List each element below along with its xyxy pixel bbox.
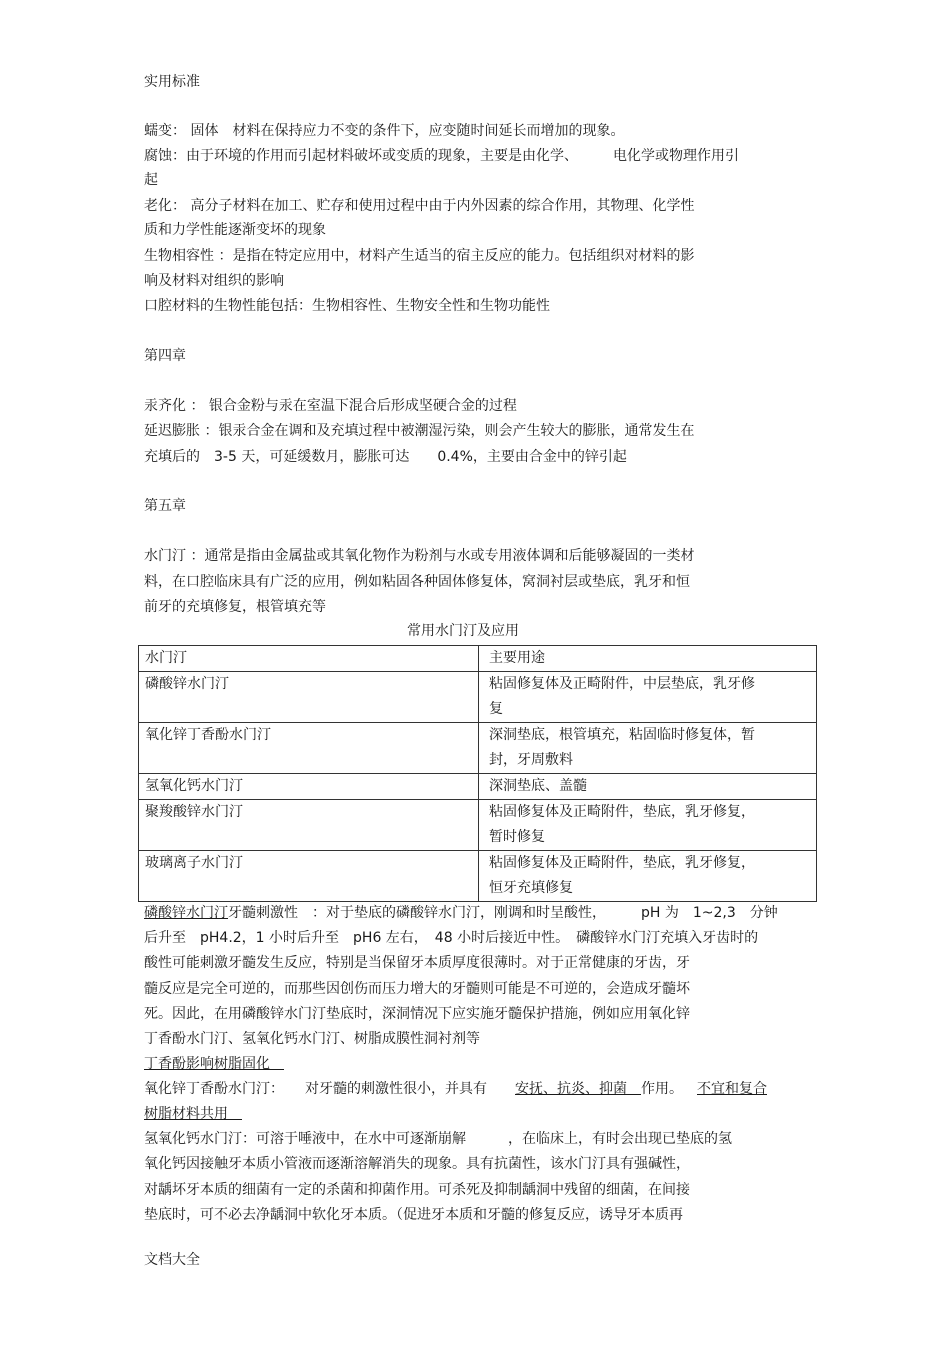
zinc-phosphate-line4: 髓反应是完全可逆的，而那些因创伤而压力增大的牙髓则可能是不可逆的，会造成牙髓坏 [144, 981, 690, 997]
aging-definition-line1: 老化： 高分子材料在加工、贮存和使用过程中由于内外因素的综合作用，其物理、化学性 [144, 198, 695, 214]
zoe-text: 氧化锌丁香酚水门汀： 对牙髓的刺激性很小，并具有 [144, 1081, 515, 1097]
table-cell-name: 氢氧化钙水门汀 [139, 774, 479, 800]
caoh-line3: 对龋坏牙本质的细菌有一定的杀菌和抑菌作用。可杀死及抑制龋洞中残留的细菌，在间接 [144, 1182, 690, 1198]
table-cell-use [479, 723, 817, 774]
table-row [139, 851, 817, 902]
zinc-phosphate-line2: 后升至 pH4.2，1 小时后升至 pH6 左右， 48 小时后接近中性。 磷酸锌水门汀充填入牙齿时的 [144, 930, 759, 946]
caoh-line2: 氧化钙因接触牙本质小管液而逐渐溶解消失的现象。具有抗菌性，该水门汀具有强碱性， [144, 1156, 690, 1172]
table-cell-use [479, 851, 817, 902]
zinc-phosphate-line5: 死。因此，在用磷酸锌水门汀垫底时，深洞情况下应实施牙髓保护措施，例如应用氧化锌 [144, 1006, 690, 1022]
oral-material-bio-properties: 口腔材料的生物性能包括：生物相容性、生物安全性和生物功能性 [144, 298, 550, 314]
table-header-cell: 水门汀 [139, 646, 479, 672]
zoe-warning: 不宜和复合 [697, 1081, 767, 1097]
caoh-line1: 氢氧化钙水门汀：可溶于唾液中，在水中可逐渐崩解 ，在临床上，有时会出现已垫底的氢 [144, 1131, 732, 1147]
use-line: 粘固修复体及正畸附件，垫底，乳牙修复， [489, 804, 755, 820]
table-row [139, 800, 817, 851]
zinc-phosphate-line1 [144, 904, 778, 922]
table-cell-name: 聚羧酸锌水门汀 [139, 800, 479, 851]
use-line: 封，牙周敷料 [489, 752, 573, 768]
table-row [139, 774, 817, 800]
eugenol-note: 丁香酚影响树脂固化 [144, 1056, 284, 1072]
page-footer: 文档大全 [144, 1252, 200, 1268]
amalgamation-definition: 汞齐化 ： 银合金粉与汞在室温下混合后形成坚硬合金的过程 [144, 398, 517, 414]
zoe-text: 作用。 [641, 1081, 683, 1097]
table-cell-name: 玻璃离子水门汀 [139, 851, 479, 902]
page-header: 实用标准 [144, 74, 200, 90]
chapter5-title: 第五章 [144, 498, 186, 514]
table-caption: 常用水门汀及应用 [407, 623, 519, 639]
zinc-phosphate-line3: 酸性可能刺激牙髓发生反应，特别是当保留牙本质厚度很薄时。对于正常健康的牙齿，牙 [144, 955, 690, 971]
use-line: 粘固修复体及正畸附件，垫底，乳牙修复， [489, 855, 755, 871]
use-line: 深洞垫底、盖髓 [489, 778, 587, 794]
table-header-row [139, 646, 817, 672]
delayed-expansion-line2: 充填后的 3-5 天，可延缓数月，膨胀可达 0.4%，主要由合金中的锌引起 [144, 449, 627, 465]
zoe-line1 [144, 1080, 767, 1098]
zoe-line2: 树脂材料共用 [144, 1106, 242, 1122]
zinc-phosphate-line6: 丁香酚水门汀、氢氧化钙水门汀、树脂成膜性洞衬剂等 [144, 1031, 480, 1047]
corrosion-definition-line1: 腐蚀：由于环境的作用而引起材料破坏或变质的现象，主要是由化学、 电化学或物理作用引 [144, 148, 739, 164]
corrosion-definition-line2: 起 [144, 172, 158, 188]
cement-definition-line1: 水门汀 ：通常是指由金属盐或其氧化物作为粉剂与水或专用液体调和后能够凝固的一类材 [144, 548, 695, 564]
cement-definition-line2: 料，在口腔临床具有广泛的应用，例如粘固各种固体修复体，窝洞衬层或垫底，乳牙和恒 [144, 574, 690, 590]
table-header-cell: 主要用途 [479, 646, 817, 672]
delayed-expansion-line1: 延迟膨胀 ：银汞合金在调和及充填过程中被潮湿污染，则会产生较大的膨胀，通常发生在 [144, 423, 695, 439]
table-cell-use [479, 800, 817, 851]
table-cell-name: 磷酸锌水门汀 [139, 672, 479, 723]
use-line: 复 [489, 701, 503, 717]
cement-table [138, 645, 817, 902]
aging-definition-line2: 质和力学性能逐渐变坏的现象 [144, 222, 326, 238]
use-line: 暂时修复 [489, 829, 545, 845]
zinc-phosphate-text: 牙髓刺激性 ：对于垫底的磷酸锌水门汀，刚调和时呈酸性， pH 为 1~2,3 分钟 [228, 905, 778, 921]
chapter4-title: 第四章 [144, 348, 186, 364]
creep-definition: 蠕变： 固体 材料在保持应力不变的条件下，应变随时间延长而增加的现象。 [144, 123, 625, 139]
table-cell-name: 氧化锌丁香酚水门汀 [139, 723, 479, 774]
use-line: 粘固修复体及正畸附件，中层垫底，乳牙修 [489, 676, 755, 692]
table-row [139, 723, 817, 774]
use-line: 深洞垫底，根管填充，粘固临时修复体，暂 [489, 727, 755, 743]
table-cell-use [479, 672, 817, 723]
biocompatibility-definition-line2: 响及材料对组织的影响 [144, 273, 284, 289]
table-row [139, 672, 817, 723]
table-cell-use [479, 774, 817, 800]
caoh-line4: 垫底时，可不必去净龋洞中软化牙本质。（促进牙本质和牙髓的修复反应，诱导牙本质再 [144, 1207, 683, 1223]
cement-definition-line3: 前牙的充填修复，根管填充等 [144, 599, 326, 615]
biocompatibility-definition-line1: 生物相容性 ：是指在特定应用中，材料产生适当的宿主反应的能力。包括组织对材料的影 [144, 248, 695, 264]
zoe-effects: 安抚、抗炎、抑菌 [515, 1081, 641, 1097]
use-line: 恒牙充填修复 [489, 880, 573, 896]
zinc-phosphate-term: 磷酸锌水门汀 [144, 905, 228, 921]
